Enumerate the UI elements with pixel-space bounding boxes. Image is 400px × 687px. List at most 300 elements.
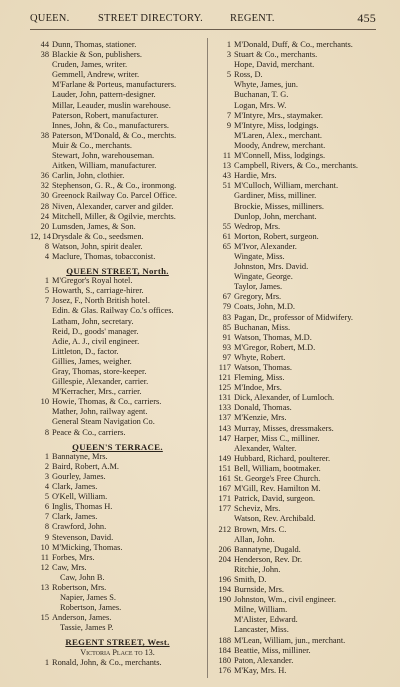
directory-entry (30, 202, 205, 212)
entry-text: M'Ivor, Alexander. (234, 241, 297, 251)
entry-number: 143 (218, 423, 231, 433)
entry-number: 13 (40, 582, 49, 592)
directory-entry (212, 605, 382, 615)
entry-text: Coats, John, M.D. (234, 302, 295, 312)
directory-entry (30, 613, 205, 623)
entry-number: 10 (40, 397, 49, 407)
entry-number: 1 (44, 657, 49, 667)
entry-text: Scheviz, Mrs. (234, 504, 281, 514)
entry-number: 171 (218, 494, 231, 504)
directory-entry (30, 347, 205, 357)
entry-text: Gillespie, Alexander, carrier. (52, 377, 149, 387)
entry-number: 43 (222, 171, 231, 181)
directory-entry (30, 428, 205, 438)
directory-entry (212, 403, 382, 413)
entry-number: 131 (218, 393, 231, 403)
entry-text: M'Kay, Mrs. H. (234, 665, 287, 675)
directory-entry (30, 603, 205, 613)
entry-text: Baird, Robert, A.M. (52, 461, 119, 471)
entry-text: M'Micking, Thomas. (52, 542, 123, 552)
directory-entry (30, 131, 205, 141)
entry-text: Allan, John. (234, 534, 275, 544)
entry-text: Taylor, James. (234, 282, 283, 292)
entry-text: Whyte, Robert. (234, 352, 286, 362)
entry-text: Burnside, Mrs. (234, 585, 285, 595)
entry-text: M'Lean, William, jun., merchant. (234, 635, 346, 645)
directory-entry (30, 533, 205, 543)
entry-text: Fleming, Miss. (234, 373, 285, 383)
entry-text: Howarth, S., carriage-hirer. (52, 286, 144, 296)
directory-entry (30, 407, 205, 417)
entry-text: Watson, Rev. Archibald. (234, 514, 316, 524)
entry-text: Watson, John, spirit dealer. (52, 241, 143, 251)
entry-text: Dick, Alexander, of Lumloch. (234, 393, 335, 403)
entry-text: Stevenson, David. (52, 532, 114, 542)
entry-number: 85 (222, 322, 231, 332)
entry-text: Paton, Alexander. (234, 655, 294, 665)
directory-entry (212, 383, 382, 393)
entry-text: Blackie & Son, publishers. (52, 50, 143, 60)
directory-entry (30, 553, 205, 563)
section-heading: QUEEN STREET, North. (66, 266, 169, 277)
directory-entry (212, 525, 382, 535)
entry-text: Carlin, John, clothier. (52, 171, 125, 181)
directory-entry (212, 615, 382, 625)
directory-entry (30, 583, 205, 593)
page-number: 455 (357, 11, 376, 25)
entry-text: Drysdale & Co., seedsmen. (52, 231, 144, 241)
entry-number: 20 (40, 221, 49, 231)
entry-text: Maclure, Thomas, tobacconist. (52, 251, 156, 261)
entry-text: M'Gregor's Royal hotel. (52, 276, 133, 286)
entry-text: Johnston, Wm., civil engineer. (234, 595, 336, 605)
directory-entry (212, 646, 382, 656)
directory-entry (212, 343, 382, 353)
entry-text: Wingate, Miss. (234, 251, 285, 261)
entry-number: 167 (218, 484, 231, 494)
entry-text: Brockie, Misses, milliners. (234, 201, 325, 211)
entry-number: 79 (222, 302, 231, 312)
entry-number: 67 (222, 292, 231, 302)
entry-number: 1 (44, 276, 49, 286)
section-heading: REGENT STREET, West. (65, 637, 170, 648)
entry-number: 6 (44, 502, 49, 512)
entry-number: 133 (218, 403, 231, 413)
directory-entry (30, 658, 205, 668)
left-column (30, 40, 205, 680)
entry-number: 212 (218, 524, 231, 534)
entry-text: Paterson, M'Donald, & Co., merchts. (52, 130, 177, 140)
entry-text: M'Intyre, Mrs., staymaker. (234, 110, 323, 120)
right-column (212, 40, 382, 680)
entry-text: Stuart & Co., merchants. (234, 50, 318, 60)
entry-text: Mitchell, Miller, & Ogilvie, merchts. (52, 211, 176, 221)
entry-number: 12 (40, 562, 49, 572)
entry-text: Forbes, Mrs. (52, 552, 95, 562)
entry-number: 117 (218, 363, 231, 372)
entry-text: Harper, Miss C., milliner. (234, 433, 320, 443)
directory-entry (30, 101, 205, 111)
entry-text: Reid, D., goods' manager. (52, 326, 139, 336)
directory-entry (212, 262, 382, 272)
directory-entry (30, 276, 205, 286)
entry-number: 5 (226, 70, 231, 80)
section-subheading: Victoria Place to 13. (80, 647, 155, 657)
entry-text: Robertson, James. (60, 603, 122, 613)
directory-entry (30, 337, 205, 347)
entry-text: Patrick, David, surgeon. (234, 494, 316, 504)
entry-text: Ronald, John, & Co., merchants. (52, 657, 162, 667)
directory-entry (30, 482, 205, 492)
directory-entry (212, 353, 382, 363)
entry-number: 38 (40, 130, 49, 140)
directory-entry (212, 80, 382, 90)
directory-entry (30, 212, 205, 222)
directory-entry (30, 70, 205, 80)
entry-text: Peace & Co., carriers. (52, 427, 126, 437)
directory-entry (30, 317, 205, 327)
entry-text: M'Laren, Alex., merchant. (234, 130, 323, 140)
directory-entry (212, 413, 382, 423)
entry-text: Whyte, James, jun. (234, 80, 298, 90)
entry-text: Millar, Leauder, muslin warehouse. (52, 100, 171, 110)
directory-entry (30, 181, 205, 191)
entry-number: 15 (40, 613, 49, 623)
directory-entry (30, 387, 205, 397)
entry-number: 36 (40, 171, 49, 181)
entry-text: Gemmell, Andrew, writer. (52, 70, 140, 80)
entry-number: 177 (218, 504, 231, 514)
directory-entry (212, 313, 382, 323)
entry-number: 32 (40, 181, 49, 191)
directory-entry (212, 666, 382, 676)
directory-entry (212, 434, 382, 444)
entry-text: Niven, Alexander, carver and gilder. (52, 201, 174, 211)
entry-number: 12, 14 (30, 231, 51, 241)
directory-entry (212, 625, 382, 635)
directory-entry (30, 40, 205, 50)
entry-text: Bell, William, bootmaker. (234, 463, 321, 473)
directory-entry (212, 656, 382, 666)
directory-entry (30, 593, 205, 603)
entry-number: 7 (44, 512, 49, 522)
directory-entry (212, 212, 382, 222)
entry-text: Henderson, Rev. Dr. (234, 554, 303, 564)
entry-number: 93 (222, 342, 231, 352)
directory-entry (30, 296, 205, 306)
entry-text: Gardiner, Miss, milliner. (234, 191, 317, 201)
directory-entry (212, 121, 382, 131)
directory-entry (212, 50, 382, 60)
entry-text: Caw, Mrs. (52, 562, 87, 572)
directory-entry (212, 40, 382, 50)
entry-text: M'Alister, Edward. (234, 615, 298, 625)
entry-text: Stephenson, G. R., & Co., ironmong. (52, 181, 177, 191)
entry-number: 83 (222, 312, 231, 322)
directory-entry (212, 373, 382, 383)
entry-text: Hope, David, merchant. (234, 60, 315, 70)
entry-text: M'Kenzie, Mrs. (234, 413, 287, 423)
entry-text: M'Culloch, William, merchant. (234, 181, 339, 191)
entry-number: 147 (218, 433, 231, 443)
entry-text: Napier, James S. (60, 593, 116, 603)
entry-text: Milne, William. (234, 605, 288, 615)
entry-text: Inglis, Thomas H. (52, 502, 113, 512)
entry-text: Dunn, Thomas, stationer. (52, 40, 137, 49)
entry-text: Bannatyne, Dugald. (234, 544, 301, 554)
directory-entry (30, 563, 205, 573)
entry-text: M'Gill, Rev. Hamilton M. (234, 484, 321, 494)
entry-number: 121 (218, 373, 231, 383)
directory-entry (30, 286, 205, 296)
directory-entry (212, 191, 382, 201)
entry-text: Stewart, John, warehouseman. (52, 151, 155, 161)
directory-entry (30, 80, 205, 90)
directory-entry (212, 535, 382, 545)
entry-text: Clark, James. (52, 482, 98, 492)
entry-text: Watson, Thomas. (234, 363, 293, 372)
directory-entry (30, 306, 205, 316)
directory-entry (30, 623, 205, 633)
entry-number: 204 (218, 554, 231, 564)
entry-text: Robertson, Mrs. (52, 582, 107, 592)
entry-text: Ritchie, John. (234, 564, 281, 574)
directory-entry (30, 472, 205, 482)
entry-text: Bannatyne, Mrs. (52, 451, 108, 461)
entry-number: 9 (44, 532, 49, 542)
entry-text: Johnston, Mrs. David. (234, 262, 309, 272)
directory-entry (212, 141, 382, 151)
entry-number: 38 (40, 50, 49, 60)
entry-text: M'Kerracher, Mrs., carrier. (52, 387, 142, 397)
entry-text: Tassie, James P. (60, 623, 114, 633)
directory-entry (212, 565, 382, 575)
directory-entry (212, 161, 382, 171)
directory-entry (30, 522, 205, 532)
entry-number: 125 (218, 383, 231, 393)
entry-number: 3 (44, 471, 49, 481)
entry-number: 5 (44, 492, 49, 502)
directory-entry (30, 327, 205, 337)
entry-text: Littleton, D., factor. (52, 346, 119, 356)
entry-text: Buchanan, Miss. (234, 322, 291, 332)
entry-number: 55 (222, 221, 231, 231)
directory-entry (212, 202, 382, 212)
directory-entry (30, 161, 205, 171)
entry-number: 149 (218, 453, 231, 463)
header-center: STREET DIRECTORY. (98, 13, 203, 24)
directory-entry (212, 90, 382, 100)
entry-text: Crawford, John. (52, 522, 107, 532)
directory-entry (212, 302, 382, 312)
directory-entry (30, 141, 205, 151)
entry-number: 97 (222, 352, 231, 362)
directory-entry (212, 454, 382, 464)
entry-number: 184 (218, 645, 231, 655)
entry-number: 190 (218, 595, 231, 605)
directory-entry (212, 252, 382, 262)
entry-text: Donald, Thomas. (234, 403, 292, 413)
entry-text: Smith, D. (234, 574, 267, 584)
entry-number: 194 (218, 585, 231, 595)
directory-entry (30, 377, 205, 387)
directory-entry (212, 111, 382, 121)
entry-text: Moody, Andrew, merchant. (234, 140, 326, 150)
directory-entry (212, 393, 382, 403)
entry-text: St. George's Free Church. (234, 474, 321, 484)
entry-number: 3 (226, 50, 231, 60)
directory-entry (212, 101, 382, 111)
entry-text: Lumsden, James, & Son. (52, 221, 136, 231)
directory-entry (212, 70, 382, 80)
entry-number: 196 (218, 574, 231, 584)
directory-entry (30, 357, 205, 367)
entry-text: Beattie, Miss, milliner. (234, 645, 311, 655)
entry-text: M'Gregor, Robert, M.D. (234, 342, 316, 352)
entry-text: Wedrop, Mrs. (234, 221, 281, 231)
entry-text: Innes, John, & Co., manufacturers. (52, 120, 169, 130)
directory-entry (212, 323, 382, 333)
directory-entry (212, 514, 382, 524)
entry-number: 30 (40, 191, 49, 201)
entry-text: M'Intyre, Miss, lodgings. (234, 120, 319, 130)
directory-entry (212, 595, 382, 605)
entry-number: 161 (218, 474, 231, 484)
directory-entry (30, 452, 205, 462)
directory-entry (30, 242, 205, 252)
directory-entry (212, 444, 382, 454)
entry-number: 188 (218, 635, 231, 645)
directory-entry (212, 575, 382, 585)
entry-number: 13 (222, 161, 231, 171)
entry-number: 9 (226, 120, 231, 130)
entry-text: Brown, Mrs. C. (234, 524, 287, 534)
directory-entry (212, 282, 382, 292)
entry-text: Paterson, Robert, manufacturer. (52, 110, 159, 120)
directory-entry (212, 131, 382, 141)
entry-number: 51 (222, 181, 231, 191)
entry-text: Latham, John, secretary. (52, 316, 134, 326)
entry-text: Hardie, Mrs. (234, 171, 277, 181)
entry-text: Buchanan, T. G. (234, 90, 289, 100)
entry-number: 4 (44, 251, 49, 261)
entry-text: Hubbard, Richard, poulterer. (234, 453, 331, 463)
entry-text: M'Indoe, Mrs. (234, 383, 282, 393)
entry-number: 2 (44, 461, 49, 471)
entry-text: Josez, F., North British hotel. (52, 296, 150, 306)
entry-number: 4 (44, 482, 49, 492)
entry-number: 61 (222, 231, 231, 241)
entry-text: General Steam Navigation Co. (52, 417, 155, 427)
directory-entry (212, 494, 382, 504)
directory-entry (30, 111, 205, 121)
directory-entry (212, 424, 382, 434)
entry-text: Lancaster, Miss. (234, 625, 289, 635)
directory-entry (30, 121, 205, 131)
entry-text: Mather, John, railway agent. (52, 407, 148, 417)
directory-entry (212, 222, 382, 232)
entry-number: 8 (44, 522, 49, 532)
entry-number: 44 (40, 40, 49, 49)
entry-number: 11 (222, 151, 231, 161)
directory-entry (212, 272, 382, 282)
directory-entry (212, 333, 382, 343)
directory-entry (30, 502, 205, 512)
entry-text: O'Kell, William. (52, 492, 108, 502)
directory-entry (212, 636, 382, 646)
entry-number: 137 (218, 413, 231, 423)
entry-number: 91 (222, 332, 231, 342)
entry-number: 24 (40, 211, 49, 221)
entry-text: Clark, James. (52, 512, 98, 522)
directory-entry (30, 462, 205, 472)
entry-text: Greenock Railway Co. Parcel Office. (52, 191, 177, 201)
directory-entry (30, 60, 205, 70)
header-left: QUEEN. (30, 13, 70, 24)
directory-entry (30, 191, 205, 201)
entry-text: M'Farlane & Porteus, manufacturers. (52, 80, 177, 90)
entry-text: M'Connell, Miss, lodgings. (234, 151, 326, 161)
page-header (30, 11, 376, 30)
directory-entry (212, 555, 382, 565)
entry-number: 28 (40, 201, 49, 211)
entry-text: Gregory, Mrs. (234, 292, 282, 302)
directory-entry (30, 151, 205, 161)
entry-number: 10 (40, 542, 49, 552)
directory-entry (212, 504, 382, 514)
directory-entry (212, 585, 382, 595)
entry-text: Murray, Misses, dressmakers. (234, 423, 334, 433)
entry-text: Gray, Thomas, store-keeper. (52, 367, 147, 376)
directory-entry (212, 484, 382, 494)
directory-entry (30, 50, 205, 60)
directory-entry (30, 417, 205, 427)
directory-entry (212, 545, 382, 555)
directory-entry (30, 171, 205, 181)
directory-entry (212, 60, 382, 70)
directory-entry (212, 242, 382, 252)
directory-entry (212, 171, 382, 181)
entry-text: M'Donald, Duff, & Co., merchants. (234, 40, 353, 49)
directory-entry (212, 151, 382, 161)
directory-entry (30, 543, 205, 553)
entry-number: 1 (226, 40, 231, 49)
directory-entry (212, 363, 382, 373)
entry-text: Morton, Robert, surgeon. (234, 231, 319, 241)
entry-number: 7 (226, 110, 231, 120)
entry-text: Adie, A. J., civil engineer. (52, 336, 140, 346)
entry-text: Aitken, William, manufacturer. (52, 161, 157, 171)
directory-entry (30, 252, 205, 262)
directory-entry (212, 474, 382, 484)
entry-text: Wingate, George. (234, 272, 293, 282)
entry-text: Gourley, James. (52, 471, 106, 481)
directory-entry (30, 573, 205, 583)
section-heading: QUEEN'S TERRACE. (72, 441, 163, 452)
directory-entry (30, 492, 205, 502)
entry-number: 65 (222, 241, 231, 251)
entry-number: 7 (44, 296, 49, 306)
directory-entry (212, 464, 382, 474)
entry-text: Howie, Thomas, & Co., carriers. (52, 397, 162, 407)
entry-text: Muir & Co., merchants. (52, 140, 133, 150)
entry-text: Logan, Mrs. W. (234, 100, 287, 110)
entry-number: 180 (218, 655, 231, 665)
entry-text: Campbell, Rivers, & Co., merchants. (234, 161, 358, 171)
entry-text: Anderson, James. (52, 613, 112, 623)
entry-number: 1 (44, 451, 49, 461)
directory-entry (30, 90, 205, 100)
